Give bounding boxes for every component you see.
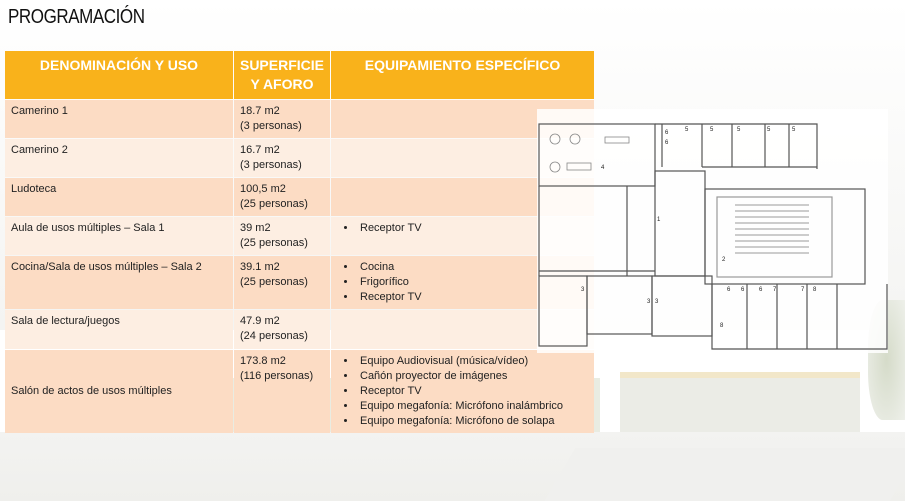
- equipment-item: • Equipo Audiovisual (música/vídeo): [357, 354, 588, 369]
- header-denominacion: DENOMINACIÓN Y USO: [5, 51, 233, 99]
- floor-plan-drawing: [537, 109, 888, 353]
- plan-label: 5: [792, 127, 796, 133]
- room-area-capacity: [234, 139, 330, 177]
- table-row: [5, 178, 594, 216]
- equipment-item: • Receptor TV: [357, 221, 588, 236]
- room-area-capacity: [234, 310, 330, 349]
- room-name: Sala de lectura/juegos: [5, 310, 233, 349]
- room-area: 100,5 m2: [240, 183, 286, 195]
- equipment-item: • Equipo megafonía: Micrófono inalámbrico: [357, 399, 588, 414]
- equipment-item: • Receptor TV: [357, 384, 588, 399]
- room-area-capacity: [234, 178, 330, 216]
- room-area-capacity: [234, 350, 330, 433]
- room-area: 16.7 m2: [240, 144, 280, 156]
- equipment-item: • Frigorífico: [357, 275, 588, 290]
- table-header-row: [5, 51, 594, 99]
- plan-label: 3: [647, 299, 651, 305]
- room-capacity: (3 personas): [240, 120, 302, 132]
- room-area: 18.7 m2: [240, 105, 280, 117]
- plan-label: 8: [813, 287, 817, 293]
- plan-label: 6: [759, 287, 763, 293]
- room-capacity: (116 personas): [240, 370, 314, 382]
- plan-label: 6: [727, 287, 731, 293]
- room-equipment: [331, 350, 594, 433]
- room-area: 39.1 m2: [240, 261, 280, 273]
- table-row: [5, 350, 594, 433]
- plan-label: 6: [741, 287, 745, 293]
- table-row: [5, 256, 594, 309]
- room-name: Camerino 1: [5, 100, 233, 138]
- room-name: Cocina/Sala de usos múltiples – Sala 2: [5, 256, 233, 309]
- room-capacity: (25 personas): [240, 237, 308, 249]
- plan-label: 7: [773, 287, 777, 293]
- room-name: Camerino 2: [5, 139, 233, 177]
- plan-label: 6: [665, 140, 669, 146]
- equipment-item: • Cocina: [357, 260, 588, 275]
- room-area: 47.9 m2: [240, 315, 280, 327]
- room-name: Salón de actos de usos múltiples: [5, 350, 233, 433]
- plan-label: 5: [737, 127, 741, 133]
- room-area: 39 m2: [240, 222, 271, 234]
- program-table: [4, 50, 595, 434]
- room-area-capacity: [234, 217, 330, 255]
- room-capacity: (3 personas): [240, 159, 302, 171]
- plan-label: 1: [657, 217, 661, 223]
- header-equipamiento: EQUIPAMIENTO ESPECÍFICO: [331, 51, 594, 99]
- table-row: [5, 100, 594, 138]
- page-title: PROGRAMACIÓN: [8, 6, 145, 28]
- plan-label: 5: [767, 127, 771, 133]
- floor-plan: [537, 109, 888, 353]
- plan-label: 6: [665, 130, 669, 136]
- equipment-item: • Receptor TV: [357, 290, 588, 305]
- table-row: [5, 310, 594, 349]
- equipment-item: • Equipo megafonía: Micrófono de solapa: [357, 414, 588, 429]
- plan-label: 3: [655, 299, 659, 305]
- table-row: [5, 217, 594, 255]
- room-area-capacity: [234, 256, 330, 309]
- plan-label: 2: [722, 257, 726, 263]
- plan-label: 5: [710, 127, 714, 133]
- table-row: [5, 139, 594, 177]
- plan-label: 5: [685, 127, 689, 133]
- room-capacity: (24 personas): [240, 330, 308, 342]
- plan-label: 7: [801, 287, 805, 293]
- room-name: Aula de usos múltiples – Sala 1: [5, 217, 233, 255]
- room-area: 173.8 m2: [240, 355, 286, 367]
- plan-label: 3: [581, 287, 585, 293]
- room-capacity: (25 personas): [240, 276, 308, 288]
- plan-label: 4: [601, 165, 605, 171]
- room-capacity: (25 personas): [240, 198, 308, 210]
- room-area-capacity: [234, 100, 330, 138]
- plan-label: 8: [720, 323, 724, 329]
- room-name: Ludoteca: [5, 178, 233, 216]
- equipment-item: • Cañón proyector de imágenes: [357, 369, 588, 384]
- header-superficie: SUPERFICIE Y AFORO: [234, 51, 330, 99]
